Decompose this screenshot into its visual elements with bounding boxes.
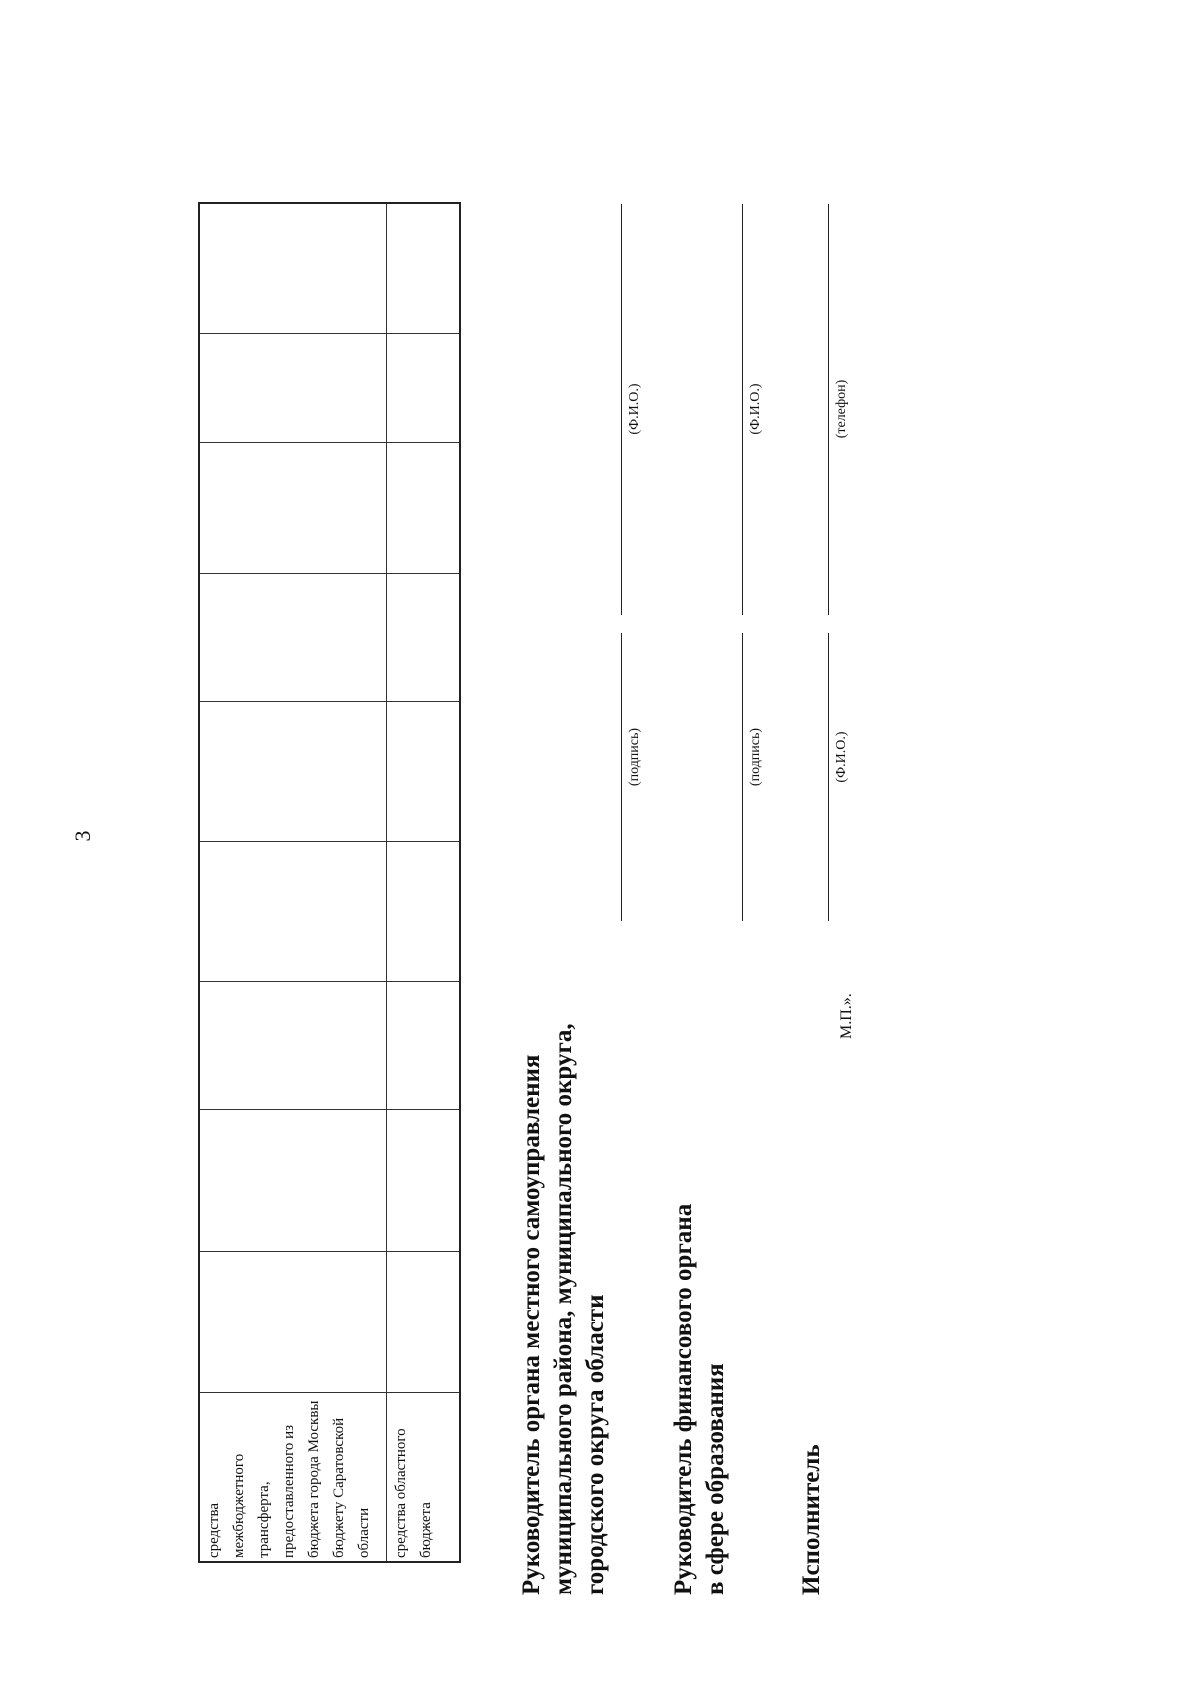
row-label: средства межбюджетного трансферта, предоставленного из бюджета города Москвы бюджету Саратовской области bbox=[199, 1393, 387, 1562]
signature-line bbox=[621, 633, 622, 921]
table-cell bbox=[387, 982, 461, 1110]
table-cell bbox=[199, 982, 387, 1110]
fio-line bbox=[742, 204, 743, 615]
signature-line bbox=[742, 633, 743, 921]
table-cell bbox=[387, 203, 461, 334]
phone-line bbox=[828, 204, 829, 615]
fio-caption: (Ф.И.О.) bbox=[748, 383, 763, 435]
table-cell bbox=[387, 842, 461, 982]
table-cell bbox=[387, 702, 461, 842]
stamp-placeholder: М.П.». bbox=[838, 993, 855, 1039]
fio-caption: (Ф.И.О.) bbox=[627, 383, 642, 435]
table-cell bbox=[199, 443, 387, 574]
fio-line bbox=[828, 633, 829, 921]
signature-title-executor: Исполнитель bbox=[798, 1444, 825, 1595]
table-cell bbox=[199, 1252, 387, 1393]
table-cell bbox=[199, 334, 387, 443]
table-cell bbox=[387, 1110, 461, 1252]
fio-line bbox=[621, 204, 622, 615]
phone-caption: (телефон) bbox=[834, 379, 849, 439]
table-cell bbox=[199, 842, 387, 982]
fio-caption: (Ф.И.О.) bbox=[834, 731, 849, 783]
table-cell bbox=[387, 1252, 461, 1393]
budget-table bbox=[198, 202, 461, 1563]
table-cell bbox=[199, 203, 387, 334]
table-row bbox=[199, 203, 387, 1562]
row-label: средства областного бюджета bbox=[387, 1393, 461, 1562]
signature-title-head-financial-body: Руководитель финансового органа в сфере образования bbox=[670, 1203, 729, 1595]
table-cell bbox=[199, 1110, 387, 1252]
signature-caption: (подпись) bbox=[627, 727, 642, 787]
signature-title-head-local-government: Руководитель органа местного самоуправления муниципального района, муниципального округа, городского округа области bbox=[518, 1023, 609, 1595]
table-cell bbox=[387, 574, 461, 702]
signature-caption: (подпись) bbox=[748, 727, 763, 787]
table-cell bbox=[387, 443, 461, 574]
table-cell bbox=[199, 574, 387, 702]
table-cell bbox=[199, 702, 387, 842]
page-number: 3 bbox=[70, 830, 95, 842]
table-cell bbox=[387, 334, 461, 443]
table-row bbox=[387, 203, 461, 1562]
